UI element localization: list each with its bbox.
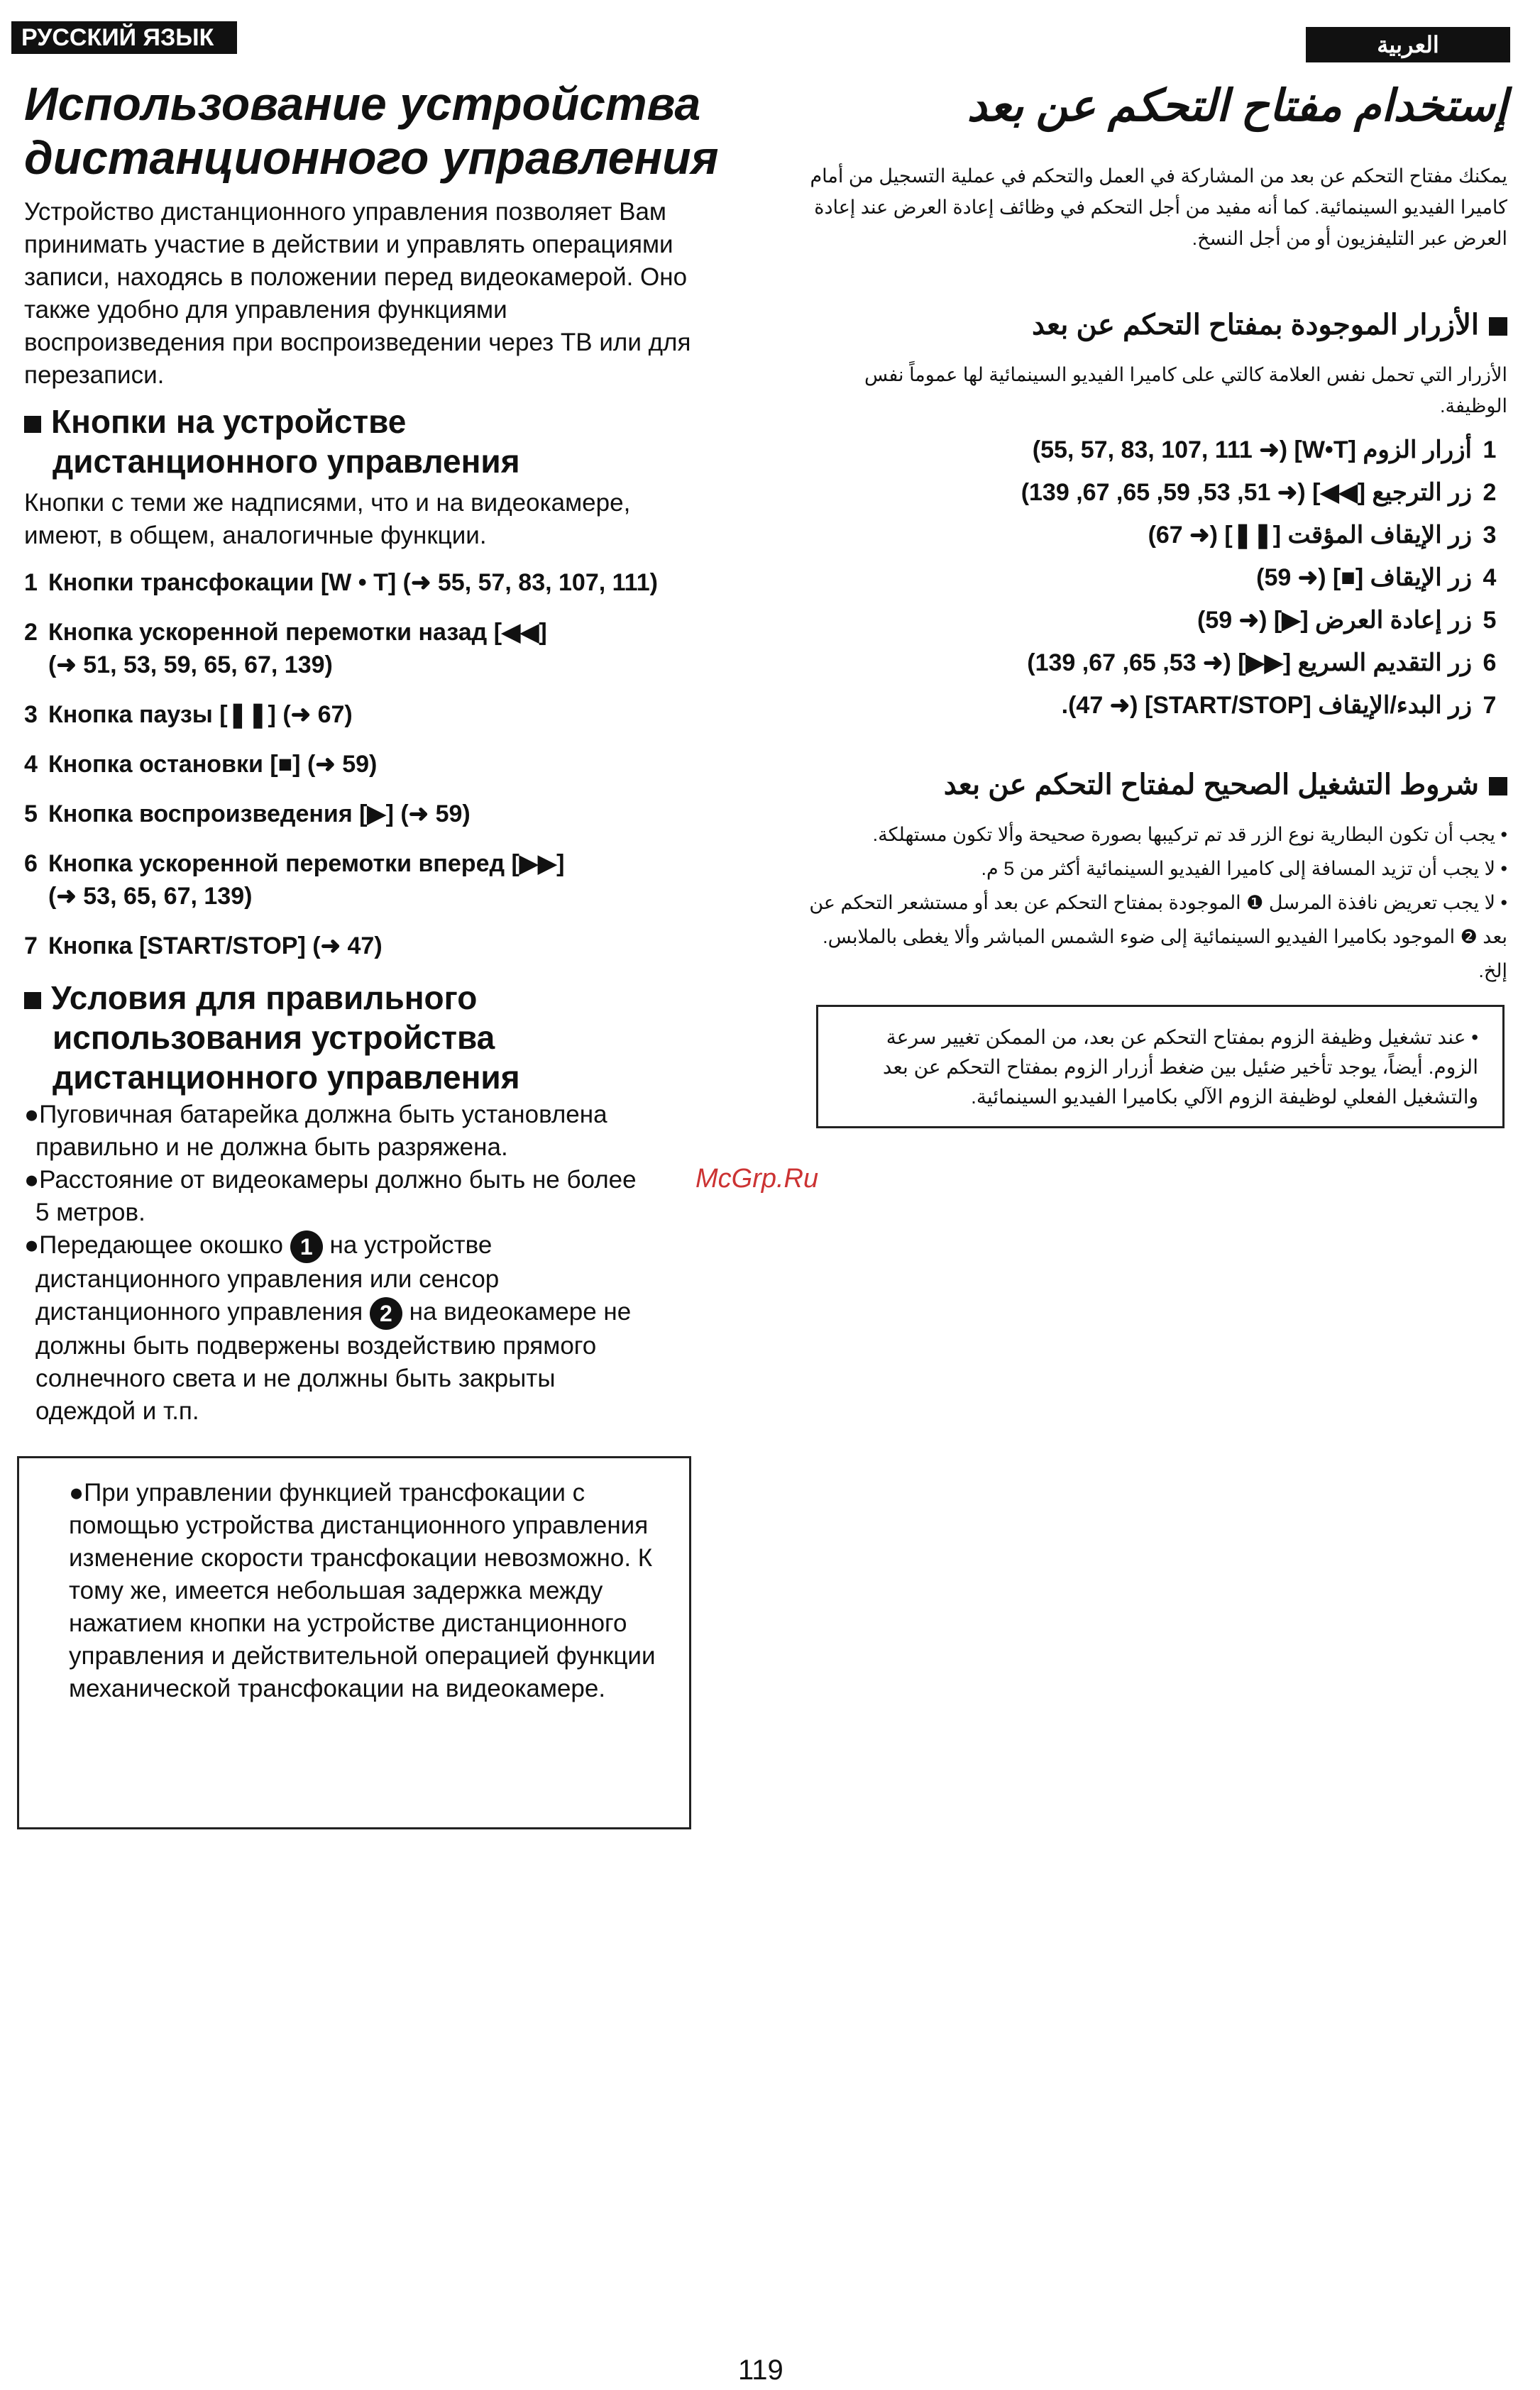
list-item xyxy=(24,748,734,781)
condition-item: • لا يجب تعريض نافذة المرسل ❶ الموجودة بمفتاح التحكم عن بعد أو مستشعر التحكم عن بعد ❷ الموجود بكاميرا الفيديو السينمائية إلى ضوء الشمس المباشر وألا يغطى بالملابس. إلخ. xyxy=(809,892,1507,981)
watermark: McGrp.Ru xyxy=(695,1164,819,1194)
list-item xyxy=(798,684,1507,727)
ru-title-line-2: дистанционного управления xyxy=(24,131,719,184)
ar-note-box xyxy=(816,1005,1505,1128)
list-item xyxy=(24,930,734,962)
item-text: Кнопка воспроизведения [▶] (➜ 59) xyxy=(48,800,471,827)
condition-text: должны быть подвержены воздействию прямого xyxy=(35,1331,597,1360)
list-item xyxy=(798,429,1507,471)
ru-conditions-heading xyxy=(24,978,734,1097)
item-text-continued: (➜ 51, 53, 59, 65, 67, 139) xyxy=(48,651,333,678)
list-item xyxy=(798,641,1507,684)
item-text: Кнопка остановки [■] (➜ 59) xyxy=(48,751,378,778)
condition-text: дистанционного управления xyxy=(35,1297,363,1326)
circle-number-1-icon: 1 xyxy=(290,1230,323,1263)
ar-buttons-heading xyxy=(798,305,1507,345)
ar-note-text: • عند تشغيل وظيفة الزوم بمفتاح التحكم عن بعد، من الممكن تغيير سرعة الزوم. أيضاً، يوجد تأخير ضئيل بين ضغط أزرار الزوم بمفتاح التحكم عن بعد والتشغيل الفعلي لوظيفة الزوم الآلي بكاميرا الفيديو السينمائية. xyxy=(882,1026,1478,1108)
list-item xyxy=(24,616,734,681)
condition-item xyxy=(24,1098,734,1164)
heading-bullet-square xyxy=(1489,317,1507,336)
condition-text: ●Расстояние от видеокамеры должно быть не более xyxy=(24,1166,637,1194)
item-number: 5 xyxy=(24,800,38,827)
heading-bullet-square xyxy=(24,992,41,1009)
item-text: زر الإيقاف [■] (➜ 59) xyxy=(1256,564,1472,591)
ru-cond-heading-line-2: использования устройства xyxy=(53,1019,495,1056)
ru-intro-paragraph: Устройство дистанционного управления позволяет Вам принимать участие в действии и управлять операциями записи, находясь в положении перед видеокамерой. Оно также удобно для управления функциями воспроизведения при воспроизведении через ТВ или для перезаписи. xyxy=(24,198,691,389)
page-number: 119 xyxy=(738,2355,783,2386)
item-text: زر التقديم السريع [▶▶] (➜ 53, 65, 67, 139) xyxy=(1027,649,1472,676)
condition-item: • يجب أن تكون البطارية نوع الزر قد تم تركيبها بصورة صحيحة وألا تكون مستهلكة. xyxy=(872,824,1507,845)
item-number: 6 xyxy=(24,850,38,877)
language-tab-arabic: العربية xyxy=(1306,27,1510,62)
item-text: Кнопки трансфокации [W • T] (➜ 55, 57, 83, 107, 111) xyxy=(48,569,658,596)
condition-item xyxy=(24,1229,734,1428)
item-text: Кнопка паузы [❚❚] (➜ 67) xyxy=(48,701,353,728)
ar-buttons-intro: الأزرار التي تحمل نفس العلامة كالتي على كاميرا الفيديو السينمائية لها عموماً نفس الوظيفة. xyxy=(864,364,1507,417)
ru-note-text: ●При управлении функцией трансфокации с помощью устройства дистанционного управления изменение скорости трансфокации невозможно. К тому же, имеется небольшая задержка между нажатием кнопки на устройстве дистанционного управления и действительной операцией функции механической трансфокации на видеокамере. xyxy=(69,1479,656,1702)
item-number: 2 xyxy=(1483,479,1497,506)
ar-buttons-list xyxy=(798,429,1507,727)
condition-text: правильно и не должна быть разряжена. xyxy=(35,1133,508,1161)
item-text: أزرار الزوم [W•T] (➜ 55, 57, 83, 107, 111) xyxy=(1032,436,1472,463)
language-tab-russian: РУССКИЙ ЯЗЫК xyxy=(11,21,237,54)
ru-cond-heading-line-3: дистанционного управления xyxy=(53,1059,520,1096)
list-item xyxy=(798,514,1507,556)
condition-text: на видеокамере не xyxy=(409,1297,632,1326)
list-item xyxy=(798,599,1507,641)
condition-text: 5 метров. xyxy=(35,1199,145,1226)
item-text: زر الإيقاف المؤقت [❚❚] (➜ 67) xyxy=(1148,522,1472,549)
ru-buttons-heading-line-1: Кнопки на устройстве xyxy=(51,403,407,440)
item-number: 4 xyxy=(1483,564,1497,591)
ar-conditions-list xyxy=(798,817,1507,988)
item-text: Кнопка ускоренной перемотки вперед [▶▶] xyxy=(48,850,565,877)
heading-bullet-square xyxy=(24,416,41,433)
list-item xyxy=(24,798,734,830)
heading-bullet-square xyxy=(1489,777,1507,795)
list-item xyxy=(798,471,1507,514)
ar-conditions-heading xyxy=(798,765,1507,805)
ar-cond-heading-text: شروط التشغيل الصحيح لمفتاح التحكم عن بعد xyxy=(943,769,1479,800)
item-text: زر إعادة العرض [▶] (➜ 59) xyxy=(1197,607,1472,634)
ru-title-line-1: Использование устройства xyxy=(24,77,701,130)
item-text: Кнопка ускоренной перемотки назад [◀◀] xyxy=(48,619,547,646)
item-number: 3 xyxy=(24,701,38,728)
item-number: 3 xyxy=(1483,522,1497,549)
ru-buttons-heading xyxy=(24,402,734,481)
ar-intro-paragraph: يمكنك مفتاح التحكم عن بعد من المشاركة في العمل والتحكم في عملية التسجيل من أمام كاميرا الفيديو السينمائية. كما أنه مفيد من أجل التحكم في وظائف إعادة العرض عند إعادة العرض عبر التليفزيون أو من أجل النسخ. xyxy=(810,165,1507,249)
item-text: Кнопка [START/STOP] (➜ 47) xyxy=(48,932,383,959)
item-number: 4 xyxy=(24,751,38,778)
ru-buttons-heading-line-2: дистанционного управления xyxy=(53,443,520,480)
item-text: زر الترجيع [◀◀] (➜ 51, 53, 59, 65, 67, 139) xyxy=(1021,479,1472,506)
list-item xyxy=(24,566,734,599)
item-text-continued: (➜ 53, 65, 67, 139) xyxy=(48,883,253,910)
ru-conditions-list xyxy=(24,1098,734,1428)
condition-text: ●Пуговичная батарейка должна быть установлена xyxy=(24,1101,607,1128)
item-number: 7 xyxy=(1483,692,1497,719)
item-number: 6 xyxy=(1483,649,1497,676)
condition-text: одеждой и т.п. xyxy=(35,1397,199,1425)
item-number: 2 xyxy=(24,619,38,646)
condition-text: на устройстве xyxy=(329,1231,493,1259)
item-number: 7 xyxy=(24,932,38,959)
ar-page-title: إستخدام مفتاح التحكم عن بعد xyxy=(967,82,1507,131)
list-item xyxy=(24,847,734,913)
list-item xyxy=(24,698,734,731)
condition-text: солнечного света и не должны быть закрыты xyxy=(35,1364,556,1392)
condition-item: • لا يجب أن تزيد المسافة إلى كاميرا الفيديو السينمائية أكثر من 5 م. xyxy=(981,858,1507,879)
item-number: 1 xyxy=(24,569,38,596)
condition-text: дистанционного управления или сенсор xyxy=(35,1265,500,1293)
condition-text: ●Передающее окошко xyxy=(24,1231,284,1259)
ru-cond-heading-line-1: Условия для правильного xyxy=(51,979,478,1016)
condition-line xyxy=(24,1296,734,1330)
ru-buttons-intro: Кнопки с теми же надписями, что и на видеокамере, имеют, в общем, аналогичные функции. xyxy=(24,489,631,549)
ru-page-title xyxy=(24,77,734,185)
item-number: 5 xyxy=(1483,607,1497,634)
ru-note-box xyxy=(17,1456,691,1829)
ru-buttons-list xyxy=(24,566,734,979)
ar-buttons-heading-text: الأزرار الموجودة بمفتاح التحكم عن بعد xyxy=(1031,309,1479,341)
condition-item xyxy=(24,1164,734,1229)
circle-number-2-icon: 2 xyxy=(370,1297,402,1330)
item-text: زر البدء/الإيقاف [START/STOP] (➜ 47). xyxy=(1061,692,1472,719)
item-number: 1 xyxy=(1483,436,1497,463)
list-item xyxy=(798,556,1507,599)
